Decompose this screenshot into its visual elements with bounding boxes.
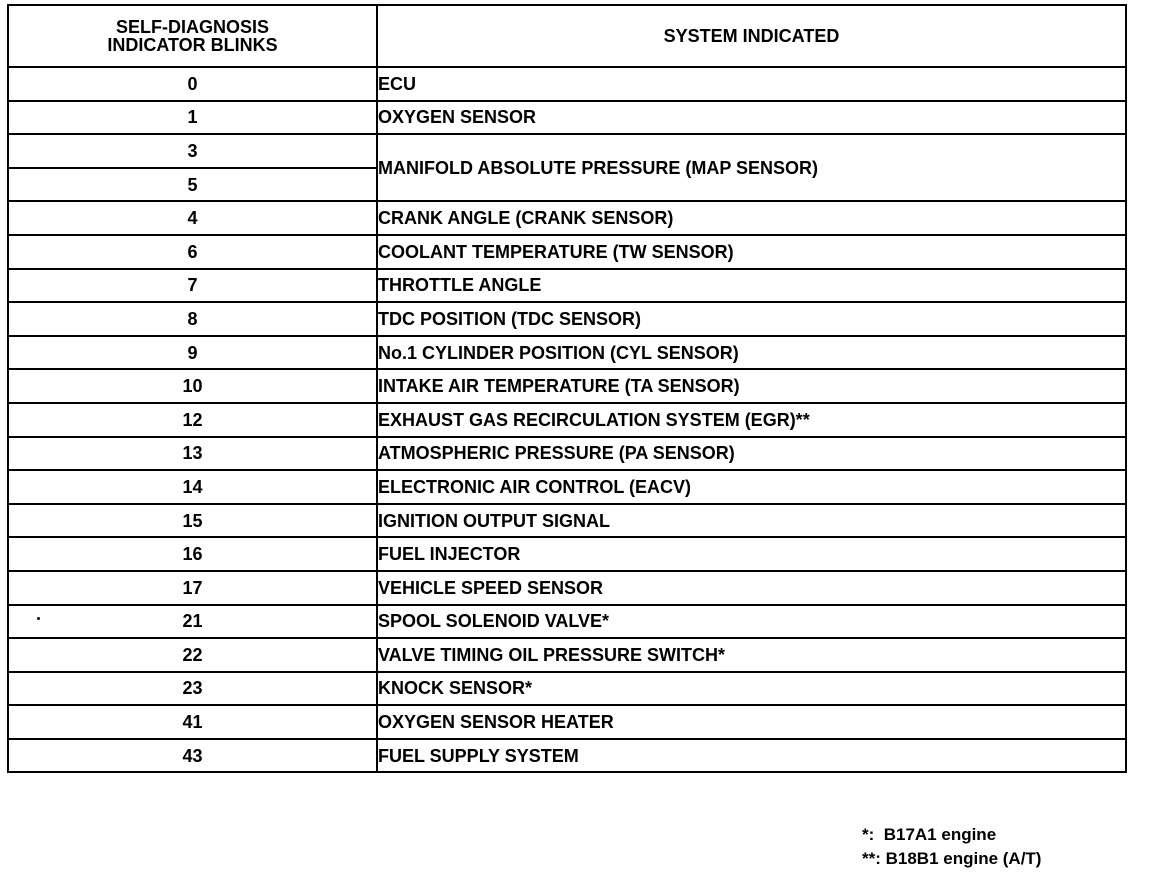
system-name: FUEL INJECTOR bbox=[377, 537, 1126, 571]
system-name: ELECTRONIC AIR CONTROL (EACV) bbox=[377, 470, 1126, 504]
blink-count: 0 bbox=[8, 67, 377, 101]
blink-count: 10 bbox=[8, 369, 377, 403]
system-name: EXHAUST GAS RECIRCULATION SYSTEM (EGR)** bbox=[377, 403, 1126, 437]
blink-count: 5 bbox=[8, 168, 377, 202]
blink-count: 14 bbox=[8, 470, 377, 504]
blink-count: 6 bbox=[8, 235, 377, 269]
system-name: OXYGEN SENSOR bbox=[377, 101, 1126, 135]
blink-count: 4 bbox=[8, 201, 377, 235]
blink-count: 13 bbox=[8, 437, 377, 471]
header-col1-line2: INDICATOR BLINKS bbox=[107, 35, 278, 55]
table-row bbox=[8, 605, 1126, 639]
system-name: VALVE TIMING OIL PRESSURE SWITCH* bbox=[377, 638, 1126, 672]
blink-count: 3 bbox=[8, 134, 377, 168]
blink-count: 22 bbox=[8, 638, 377, 672]
header-indicator-blinks bbox=[8, 5, 377, 67]
blink-count: 23 bbox=[8, 672, 377, 706]
table-row bbox=[8, 302, 1126, 336]
table-row bbox=[8, 403, 1126, 437]
header-system-indicated: SYSTEM INDICATED bbox=[377, 5, 1126, 67]
system-name: MANIFOLD ABSOLUTE PRESSURE (MAP SENSOR) bbox=[377, 134, 1126, 201]
system-name: No.1 CYLINDER POSITION (CYL SENSOR) bbox=[377, 336, 1126, 370]
blink-count: 15 bbox=[8, 504, 377, 538]
system-name: CRANK ANGLE (CRANK SENSOR) bbox=[377, 201, 1126, 235]
blink-count: 41 bbox=[8, 705, 377, 739]
system-name: COOLANT TEMPERATURE (TW SENSOR) bbox=[377, 235, 1126, 269]
footnote-double-asterisk: **: B18B1 engine (A/T) bbox=[862, 849, 1042, 868]
system-name: TDC POSITION (TDC SENSOR) bbox=[377, 302, 1126, 336]
system-name: ATMOSPHERIC PRESSURE (PA SENSOR) bbox=[377, 437, 1126, 471]
footnote-single-asterisk: *: B17A1 engine bbox=[862, 825, 997, 844]
system-name: IGNITION OUTPUT SIGNAL bbox=[377, 504, 1126, 538]
table-header-row bbox=[8, 5, 1126, 67]
table-row bbox=[8, 67, 1126, 101]
table-row bbox=[8, 470, 1126, 504]
table-row bbox=[8, 537, 1126, 571]
table-row bbox=[8, 235, 1126, 269]
blink-count: 12 bbox=[8, 403, 377, 437]
table-row bbox=[8, 369, 1126, 403]
table-row bbox=[8, 101, 1126, 135]
blink-count: 1 bbox=[8, 101, 377, 135]
table-row bbox=[8, 672, 1126, 706]
blink-count: 17 bbox=[8, 571, 377, 605]
system-name: ECU bbox=[377, 67, 1126, 101]
table-row bbox=[8, 437, 1126, 471]
table-row bbox=[8, 739, 1126, 773]
system-name: SPOOL SOLENOID VALVE* bbox=[377, 605, 1126, 639]
blink-count: 21 bbox=[8, 605, 377, 639]
blink-count: 16 bbox=[8, 537, 377, 571]
blink-count: 7 bbox=[8, 269, 377, 303]
table-row bbox=[8, 134, 1126, 168]
blink-count: 9 bbox=[8, 336, 377, 370]
system-name: KNOCK SENSOR* bbox=[377, 672, 1126, 706]
header-col1-line1: SELF-DIAGNOSIS bbox=[115, 17, 269, 37]
scan-artifact-dot bbox=[37, 617, 40, 620]
system-name: OXYGEN SENSOR HEATER bbox=[377, 705, 1126, 739]
table-row bbox=[8, 269, 1126, 303]
system-name: THROTTLE ANGLE bbox=[377, 269, 1126, 303]
diagnosis-code-table bbox=[7, 4, 1127, 773]
system-name: FUEL SUPPLY SYSTEM bbox=[377, 739, 1126, 773]
table-row bbox=[8, 571, 1126, 605]
table-row bbox=[8, 504, 1126, 538]
blink-count: 8 bbox=[8, 302, 377, 336]
table-row bbox=[8, 201, 1126, 235]
system-name: INTAKE AIR TEMPERATURE (TA SENSOR) bbox=[377, 369, 1126, 403]
table-row bbox=[8, 705, 1126, 739]
blink-count: 43 bbox=[8, 739, 377, 773]
table-row bbox=[8, 336, 1126, 370]
table-row bbox=[8, 638, 1126, 672]
system-name: VEHICLE SPEED SENSOR bbox=[377, 571, 1126, 605]
